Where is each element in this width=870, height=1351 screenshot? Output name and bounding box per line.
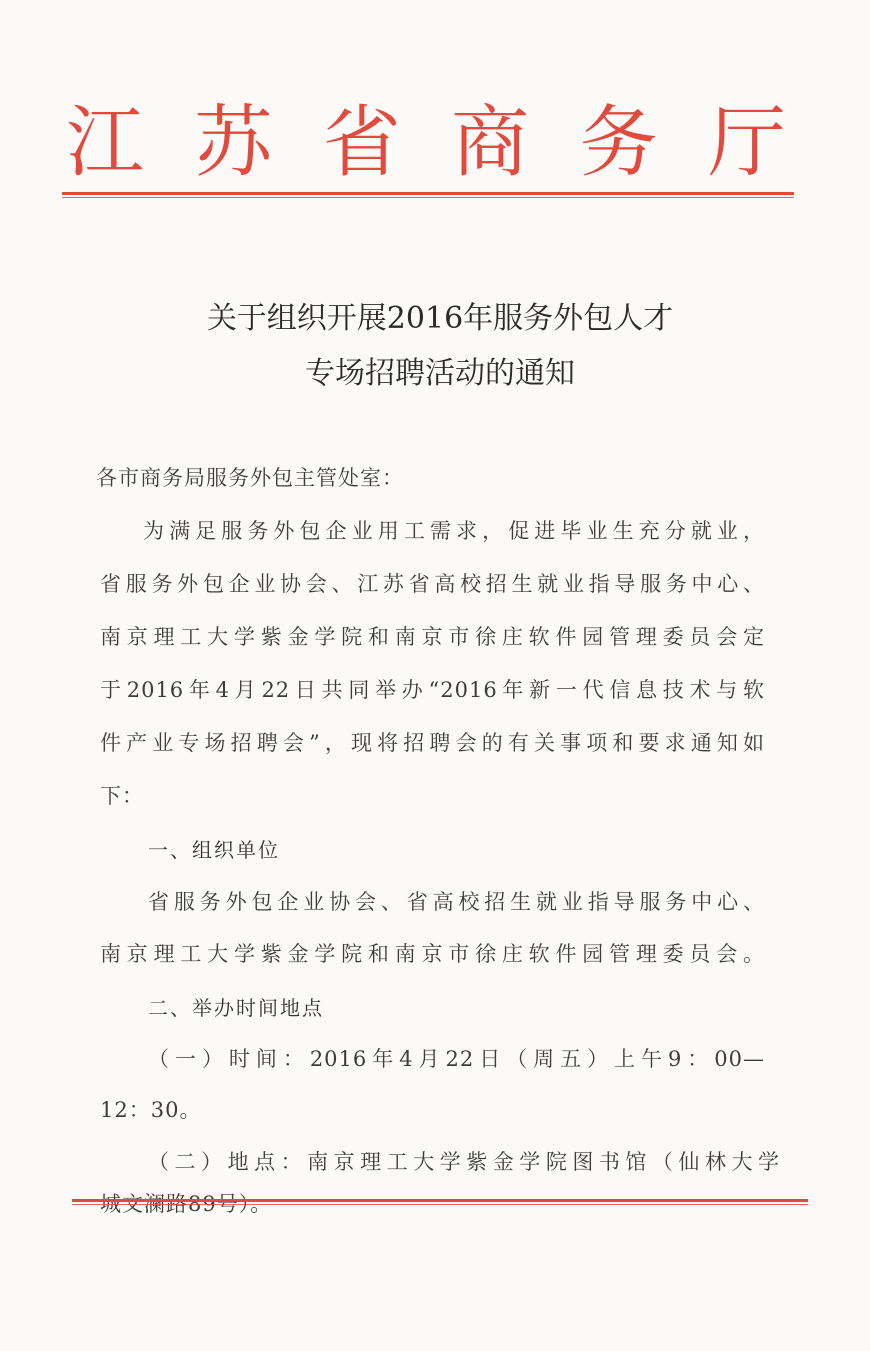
- header-red-rule: [62, 192, 794, 195]
- header-red-rule-thin: [62, 197, 794, 198]
- intro-line: 于2016年4月22日共同举办“2016年新一代信息技术与软: [100, 678, 765, 702]
- section-heading: 二、举办时间地点: [148, 996, 324, 1020]
- doc-title-line-2: 专场招聘活动的通知: [305, 356, 575, 391]
- time-line: （一）时间：2016年4月22日（周五）上午9：00—: [148, 1047, 765, 1071]
- intro-line: 省服务外包企业协会、江苏省高校招生就业指导服务中心、: [100, 572, 765, 596]
- time-line: 12：30。: [100, 1098, 202, 1122]
- org-header: [66, 98, 786, 188]
- org-header-char: 商: [451, 98, 530, 188]
- org-header-char: 厅: [707, 98, 786, 188]
- footer-red-rule-thin: [72, 1204, 808, 1205]
- place-line: （二）地点：南京理工大学紫金学院图书馆（仙林大学: [148, 1150, 780, 1174]
- org-header-char: 务: [579, 98, 658, 188]
- intro-line: 南京理工大学紫金学院和南京市徐庄软件园管理委员会定: [100, 625, 765, 649]
- intro-line: 件产业专场招聘会”，现将招聘会的有关事项和要求通知如: [100, 731, 765, 755]
- org-header-char: 江: [66, 98, 145, 188]
- org-header-char: 省: [322, 98, 401, 188]
- footer-red-rule: [72, 1199, 808, 1202]
- section-heading: 一、组织单位: [148, 838, 280, 862]
- section-line: 省服务外包企业协会、省高校招生就业指导服务中心、: [148, 890, 765, 914]
- intro-line: 下：: [100, 784, 144, 808]
- doc-title-line-1: 关于组织开展2016年服务外包人才: [206, 301, 674, 336]
- org-header-char: 苏: [194, 98, 273, 188]
- salutation: 各市商务局服务外包主管处室：: [96, 466, 404, 490]
- section-line: 南京理工大学紫金学院和南京市徐庄软件园管理委员会。: [100, 942, 765, 966]
- place-line: [100, 1188, 272, 1218]
- intro-line: 为满足服务外包企业用工需求，促进毕业生充分就业，: [143, 519, 765, 543]
